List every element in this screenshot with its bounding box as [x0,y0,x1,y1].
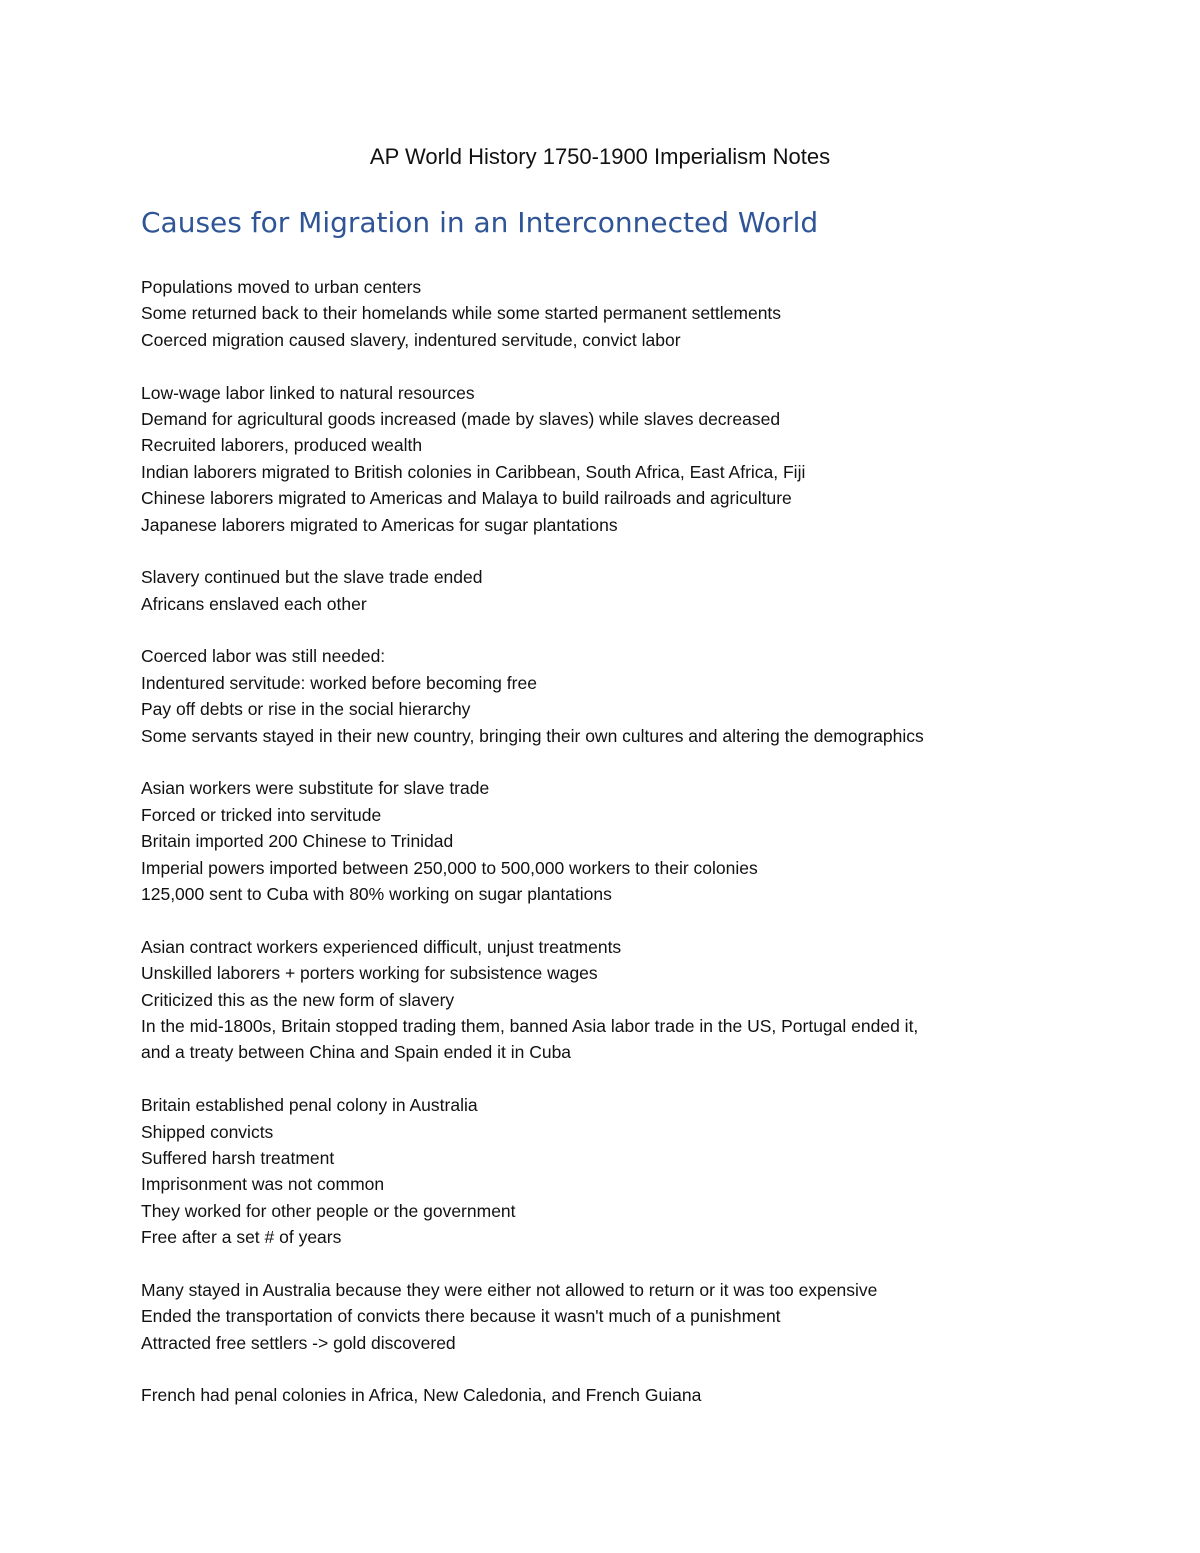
note-line: Britain imported 200 Chinese to Trinidad [141,831,454,852]
note-line: and a treaty between China and Spain ended it in Cuba [141,1042,572,1063]
note-line: Shipped convicts [141,1121,274,1142]
blank-line [141,907,1141,933]
note-line: Asian workers were substitute for slave trade [141,778,490,799]
notes-body [141,274,1141,1409]
blank-line [141,1356,1141,1382]
blank-line [141,1250,1141,1276]
note-line: Unskilled laborers + porters working for subsistence wages [141,963,598,984]
note-line: Some returned back to their homelands while some started permanent settlements [141,303,782,324]
note-line: 125,000 sent to Cuba with 80% working on sugar plantations [141,883,612,904]
note-line: Recruited laborers, produced wealth [141,435,423,456]
document-title: AP World History 1750-1900 Imperialism Notes [369,144,831,169]
note-line: Indian laborers migrated to British colonies in Caribbean, South Africa, East Africa, Fiji [141,461,806,482]
note-line: In the mid-1800s, Britain stopped trading them, banned Asia labor trade in the US, Portugal ended it, [141,1015,919,1036]
note-line: Suffered harsh treatment [141,1147,335,1168]
note-line: Many stayed in Australia because they were either not allowed to return or it was too expensive [141,1279,878,1300]
blank-line [141,749,1141,775]
note-line: French had penal colonies in Africa, New Caledonia, and French Guiana [141,1385,702,1406]
blank-line [141,353,1141,379]
note-line: Low-wage labor linked to natural resources [141,382,475,403]
blank-line [141,1066,1141,1092]
note-line: Forced or tricked into servitude [141,804,382,825]
note-line: Indentured servitude: worked before becoming free [141,672,537,693]
note-line: Coerced labor was still needed: [141,646,386,667]
note-line: Asian contract workers experienced difficult, unjust treatments [141,936,622,957]
note-line: Japanese laborers migrated to Americas for sugar plantations [141,514,618,535]
blank-line [141,617,1141,643]
blank-line [141,538,1141,564]
note-line: Slavery continued but the slave trade ended [141,567,483,588]
note-line: Demand for agricultural goods increased (made by slaves) while slaves decreased [141,408,781,429]
note-line: Pay off debts or rise in the social hierarchy [141,699,471,720]
note-line: Britain established penal colony in Australia [141,1095,478,1116]
note-line: Attracted free settlers -> gold discovered [141,1332,456,1353]
note-line: Criticized this as the new form of slavery [141,989,455,1010]
note-line: They worked for other people or the government [141,1200,516,1221]
note-line: Chinese laborers migrated to Americas and Malaya to build railroads and agriculture [141,488,792,509]
note-line: Imprisonment was not common [141,1174,385,1195]
note-line: Imperial powers imported between 250,000 to 500,000 workers to their colonies [141,857,758,878]
note-line: Ended the transportation of convicts there because it wasn't much of a punishment [141,1306,781,1327]
note-line: Some servants stayed in their new country, bringing their own cultures and altering the demographics [141,725,924,746]
note-line: Africans enslaved each other [141,593,367,614]
note-line: Coerced migration caused slavery, indentured servitude, convict labor [141,329,681,350]
note-line: Free after a set # of years [141,1227,342,1248]
note-line: Populations moved to urban centers [141,277,422,297]
section-heading: Causes for Migration in an Interconnected World [141,206,819,239]
